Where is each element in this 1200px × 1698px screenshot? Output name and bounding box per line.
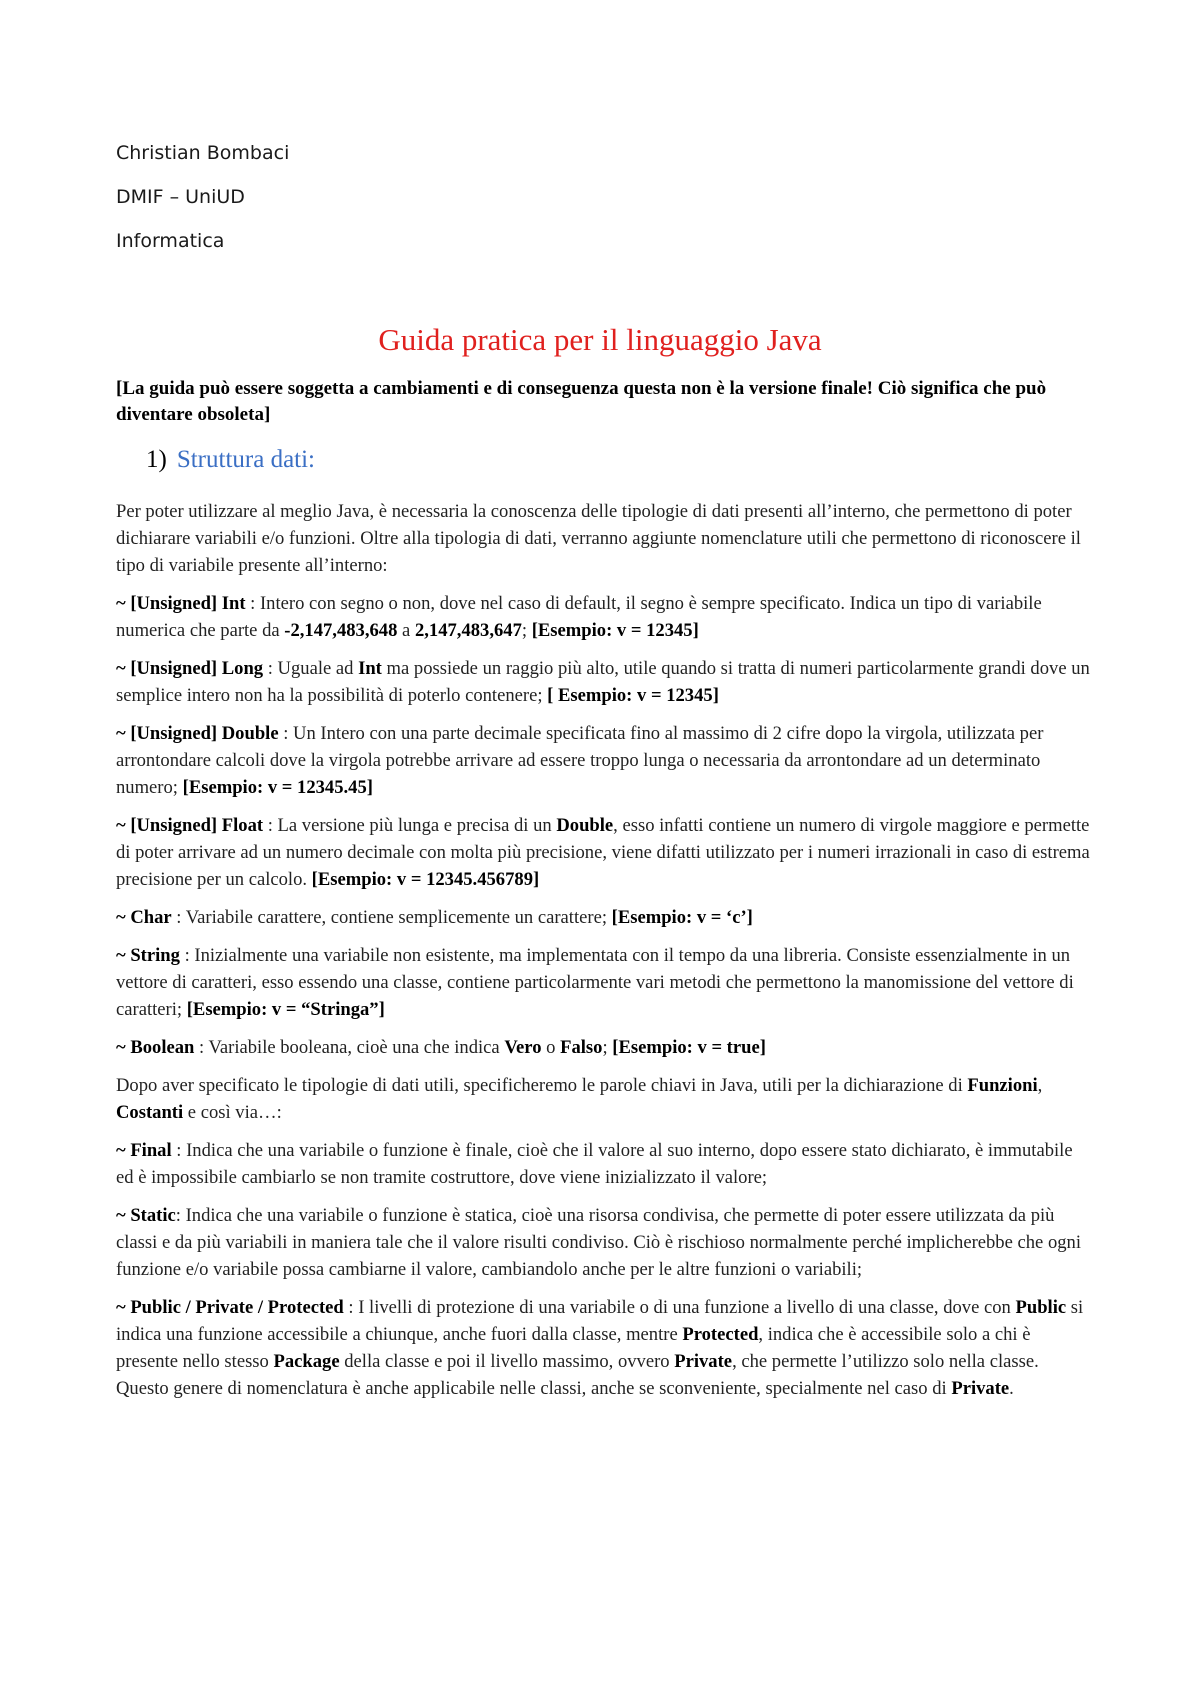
- department: DMIF – UniUD: [116, 186, 245, 208]
- access-term: ~ Public / Private / Protected: [116, 1297, 344, 1318]
- document-body: [116, 498, 1090, 1413]
- double-example: [Esempio: v = 12345.45]: [182, 777, 373, 798]
- boolean-definition: ~ Boolean : Variabile booleana, cioè una che indica Vero o Falso; [Esempio: v = true]: [116, 1037, 766, 1058]
- boolean-example: [Esempio: v = true]: [612, 1037, 766, 1058]
- section-number: 1): [146, 446, 167, 473]
- int-max: 2,147,483,647: [414, 620, 522, 641]
- final-definition: ~ Final : Indica che una variabile o funzione è finale, cioè che il valore al suo interno, dopo essere stato dichiarato, è immutabile ed è impossibile cambiarlo se non tramite costruttore, dove viene inizializzato il valore;: [116, 1140, 1073, 1188]
- string-term: ~ String: [116, 945, 180, 966]
- string-example: [Esempio: v = “Stringa”]: [186, 999, 385, 1020]
- double-term: ~ [Unsigned] Double: [116, 723, 279, 744]
- course: Informatica: [116, 230, 225, 252]
- float-term: ~ [Unsigned] Float: [116, 815, 264, 836]
- section-label: Struttura dati:: [176, 446, 315, 473]
- keywords-intro: Dopo aver specificato le tipologie di dati utili, specificheremo le parole chiavi in Java, utili per la dichiarazione di Funzioni, Costanti e così via…:: [116, 1075, 1043, 1123]
- int-example: [Esempio: v = 12345]: [531, 620, 699, 641]
- intro-paragraph: Per poter utilizzare al meglio Java, è necessaria la conoscenza delle tipologie di dati presenti all’interno, che permettono di poter dichiarare variabili e/o funzioni. Oltre alla tipologia di dati, verranno aggiunte nomenclature utili che permettono di riconoscere il tipo di variabile presente all’interno:: [116, 501, 1081, 576]
- static-definition: ~ Static: Indica che una variabile o funzione è statica, cioè una risorsa condivisa, che permette di poter essere utilizzata da più classi e da più variabili in maniera tale che il valore risulti condiviso. Ciò è rischioso normalmente perché implicherebbe che ogni funzione e/o variabile possa cambiarne il valore, cambiandolo anche per le altre funzioni o variabili;: [116, 1205, 1082, 1280]
- disclaimer-notice: [La guida può essere soggetta a cambiamenti e di conseguenza questa non è la versione finale! Ciò significa che può diventare obsoleta]: [116, 378, 1047, 425]
- static-term: ~ Static: [116, 1205, 176, 1226]
- author-name: Christian Bombaci: [116, 142, 290, 164]
- final-term: ~ Final: [116, 1140, 172, 1161]
- boolean-term: ~ Boolean: [116, 1037, 195, 1058]
- int-min: -2,147,483,648: [284, 620, 398, 641]
- double-definition: ~ [Unsigned] Double : Un Intero con una parte decimale specificata fino al massimo di 2 cifre dopo la virgola, utilizzata per arrontondare calcoli dove la virgola potrebbe arrivare ad essere troppo lunga o necessaria da arrontondare ad un determinato numero; [Esempio: v = 12345.45]: [116, 723, 1044, 798]
- section-heading: [146, 446, 315, 474]
- long-term: ~ [Unsigned] Long: [116, 658, 264, 679]
- string-definition: ~ String : Inizialmente una variabile non esistente, ma implementata con il tempo da una libreria. Consiste essenzialmente in un vettore di caratteri, esso essendo una classe, contiene particolarmente vari metodi che permettono la manomissione del vettore di caratteri; [Esempio: v = “Stringa”]: [116, 945, 1074, 1020]
- float-definition: ~ [Unsigned] Float : La versione più lunga e precisa di un Double, esso infatti contiene un numero di virgole maggiore e permette di poter arrivare ad un numero decimale con molta più precisione, viene difatti utilizzato per i numeri irrazionali in caso di estrema precisione per un calcolo. [Esempio: v = 12345.456789]: [116, 815, 1090, 890]
- char-example: [Esempio: v = ‘c’]: [611, 907, 753, 928]
- float-example: [Esempio: v = 12345.456789]: [311, 869, 540, 890]
- char-definition: ~ Char : Variabile carattere, contiene semplicemente un carattere; [Esempio: v = ‘c’]: [116, 907, 753, 928]
- author-block: [116, 140, 289, 272]
- int-definition: ~ [Unsigned] Int : Intero con segno o non, dove nel caso di default, il segno è sempre specificato. Indica un tipo di variabile numerica che parte da -2,147,483,648 a 2,147,483,647; [Esempio: v = 12345]: [116, 593, 1042, 641]
- int-term: ~ [Unsigned] Int: [116, 593, 246, 614]
- access-definition: ~ Public / Private / Protected : I livelli di protezione di una variabile o di una funzione a livello di una classe, dove con Public si indica una funzione accessibile a chiunque, anche fuori dalla classe, mentre Protected, indica che è accessibile solo a chi è presente nello stesso Package della classe e poi il livello massimo, ovvero Private, che permette l’utilizzo solo nella classe. Questo genere di nomenclatura è anche applicabile nelle classi, anche se sconveniente, specialmente nel caso di Private.: [116, 1297, 1084, 1399]
- long-example: [ Esempio: v = 12345]: [547, 685, 719, 706]
- char-term: ~ Char: [116, 907, 172, 928]
- long-definition: ~ [Unsigned] Long : Uguale ad Int ma possiede un raggio più alto, utile quando si tratta di numeri particolarmente grandi dove un semplice intero non ha la possibilità di poterlo contenere; [ Esempio: v = 12345]: [116, 658, 1090, 706]
- document-title: Guida pratica per il linguaggio Java: [378, 322, 822, 357]
